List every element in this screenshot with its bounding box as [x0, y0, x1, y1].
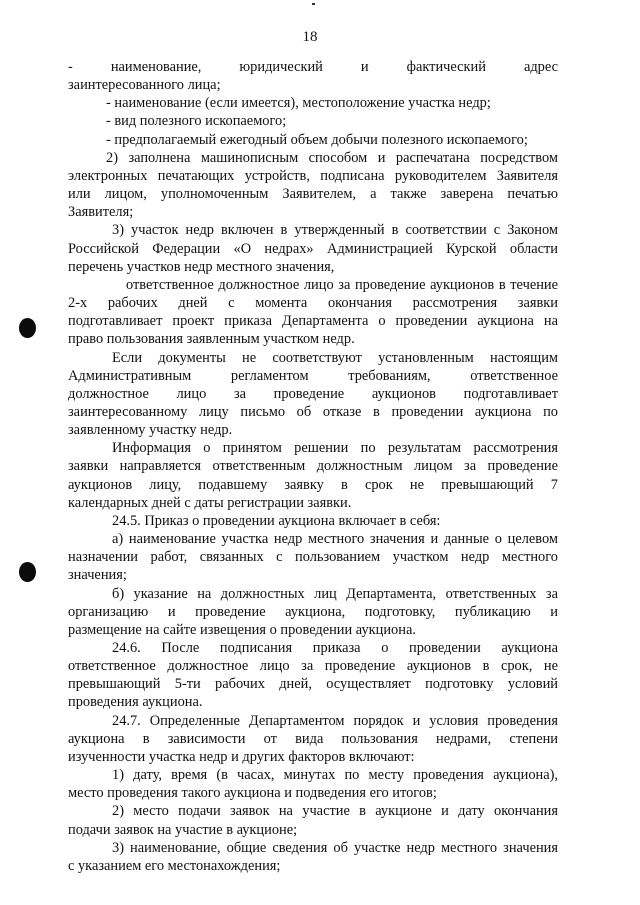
text-line: подготавливает проект приказа Департамента о проведении аукциона на [68, 313, 558, 330]
text-line: а) наименование участка недр местного значения и данные о целевом [112, 531, 558, 548]
text-line: заявленному участку недр. [68, 422, 233, 439]
text-line: аукционов лицу, подавшему заявку в срок не превышающий 7 [68, 476, 558, 493]
text-line: 1) дату, время (в часах, минутах по месту проведения аукциона), [112, 767, 558, 784]
text-line: Заявителя; [68, 204, 134, 221]
text-line: - наименование (если имеется), местоположение участка недр; [106, 95, 491, 112]
text-line: ответственное должностное лицо за проведение аукционов в срок, не [68, 658, 558, 675]
page-top-mark [312, 3, 315, 5]
text-line: электронных печатающих устройств, подписана руководителем Заявителя [68, 167, 558, 184]
text-line: место проведения такого аукциона и подведения его итогов; [68, 785, 437, 802]
text-line: - предполагаемый ежегодный объем добычи полезного ископаемого; [106, 131, 528, 148]
text-line: превышающий 5-ти рабочих дней, осуществляет подготовку условий [68, 676, 558, 693]
text-line: Информация о принятом решении по результатам рассмотрения [112, 440, 558, 457]
text-line: с указанием его местонахождения; [68, 857, 281, 874]
punch-hole-top [19, 318, 36, 338]
text-line: Российской Федерации «О недрах» Администрацией Курской области [68, 240, 558, 257]
text-line: проведения аукциона. [68, 694, 203, 711]
text-line: 3) наименование, общие сведения об участке недр местного значения [112, 839, 558, 856]
document-body [68, 58, 558, 875]
text-line: подачи заявок на участие в аукционе; [68, 821, 298, 838]
text-line: 24.5. Приказ о проведении аукциона включает в себя: [112, 512, 441, 529]
text-line: Административным регламентом требованиям, ответственное [68, 367, 558, 384]
text-line: заявки направляется ответственным должностным лицом за проведение [68, 458, 558, 475]
text-line: 24.7. Определенные Департаментом порядок и условия проведения [112, 712, 558, 729]
text-line: размещение на сайте извещения о проведении аукциона. [68, 621, 416, 638]
text-line: или лицом, уполномоченным Заявителем, а также заверена печатью [68, 186, 558, 203]
text-line: 24.6. После подписания приказа о проведении аукциона [112, 640, 558, 656]
text-line: заинтересованного лица; [68, 77, 221, 94]
text-line: 2-х рабочих дней с момента окончания рассмотрения заявки [68, 295, 558, 312]
text-line: заинтересованному лицу письмо об отказе в проведении аукциона по [68, 403, 558, 420]
text-line: календарных дней с даты регистрации заявки. [68, 494, 352, 511]
text-line: б) указание на должностных лиц Департамента, ответственных за [112, 585, 558, 602]
text-line: назначении работ, связанных с пользованием участком недр местного [68, 549, 558, 566]
text-line: аукциона в зависимости от вида пользования недрами, степени [68, 730, 558, 747]
text-line: право пользования заявленным участком недр. [68, 331, 355, 348]
text-line: 3) участок недр включен в утвержденный в соответствии с Законом [112, 222, 558, 239]
page-number: 18 [302, 29, 318, 45]
text-line: перечень участков недр местного значения, [68, 258, 335, 275]
text-line: организацию и проведение аукциона, подготовку, публикацию и [68, 603, 558, 620]
text-line: должностное лицо за проведение аукционов подготавливает [68, 385, 558, 402]
text-line: Если документы не соответствуют установленным настоящим [112, 349, 558, 366]
text-line: ответственное должностное лицо за проведение аукционов в течение [126, 276, 558, 293]
text-line: - вид полезного ископаемого; [106, 113, 287, 130]
text-line: значения; [68, 567, 127, 584]
text-line: 2) заполнена машинописным способом и распечатана посредством [106, 149, 558, 166]
text-line: 2) место подачи заявок на участие в аукционе и дату окончания [112, 803, 558, 820]
text-line: изученности участка недр и других факторов включают: [68, 748, 415, 765]
punch-hole-bottom [19, 562, 36, 582]
text-line: - наименование, юридический и фактический адрес [68, 59, 558, 75]
